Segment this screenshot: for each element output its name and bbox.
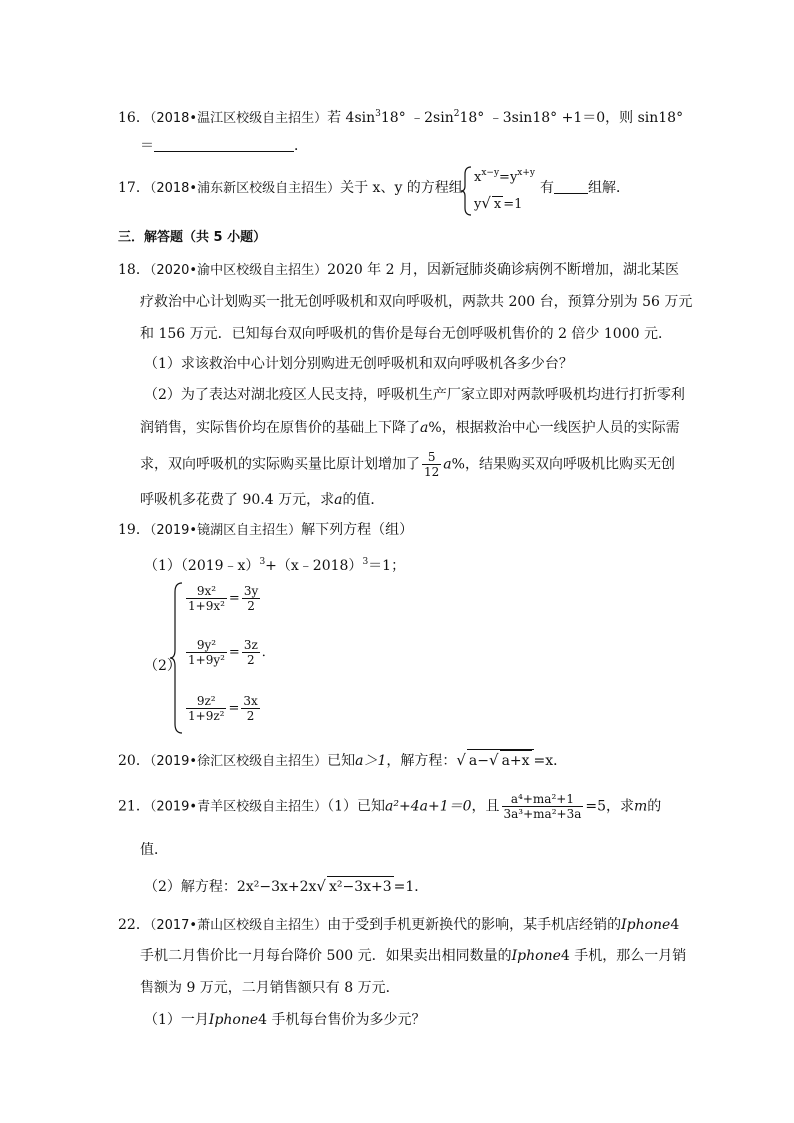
q17-eq1-exp2: x+y bbox=[517, 168, 535, 178]
q19-e3r-n: 3x bbox=[243, 694, 258, 708]
section-title: 三．解答题（共 5 小题） bbox=[118, 230, 267, 245]
q19-e1r-d: 2 bbox=[247, 599, 255, 613]
q16-answer-blank[interactable] bbox=[154, 137, 294, 152]
sqrt-symbol: √ bbox=[481, 194, 491, 212]
q22-number: 22． bbox=[118, 917, 150, 933]
q19-eq2-lhs bbox=[186, 638, 227, 667]
q22-brand3: Iphone bbox=[208, 1012, 259, 1028]
q19-eq1 bbox=[184, 584, 262, 613]
q18-part2-line1: （2）为了表达对湖北疫区人民支持，呼吸机生产厂家立即对两款呼吸机均进行打折零利 bbox=[144, 387, 685, 403]
q18-p2d-b: 的值． bbox=[342, 492, 385, 508]
q21-var-m: m bbox=[634, 798, 648, 815]
q19-e2r-n: 3z bbox=[243, 638, 258, 652]
q16-line1 bbox=[118, 104, 683, 129]
q17-eq1 bbox=[474, 168, 535, 185]
q16-sup1: 3 bbox=[375, 109, 381, 119]
q18-line2: 疗救治中心计划购买一批无创呼吸机和双向呼吸机，两款共 200 台，预算分别为 56 万元 bbox=[140, 294, 693, 310]
q17-end: 组解． bbox=[588, 180, 630, 196]
q17-eq2-rad: x bbox=[493, 197, 502, 212]
q19-p1-b: +（x﹣2018） bbox=[265, 558, 363, 574]
q18-p2d-a: 呼吸机多花费了 90.4 万元，求 bbox=[140, 492, 335, 508]
q19-e1d: 1+9x² bbox=[188, 599, 225, 613]
q21-p1a: （1）已知 bbox=[327, 798, 386, 815]
sqrt-symbol: √ bbox=[489, 751, 499, 769]
q19-p1-sup: 3 bbox=[259, 557, 266, 567]
q19-e3n: 9z² bbox=[186, 694, 226, 709]
q20-rad-a: a− bbox=[468, 753, 489, 769]
q19-p1-c: ＝1； bbox=[368, 558, 406, 574]
q17-answer-blank[interactable] bbox=[554, 179, 588, 194]
q19-eq3-rhs bbox=[241, 694, 259, 723]
q19-eq1-sign: = bbox=[228, 591, 240, 606]
q18-frac-num: 5 bbox=[422, 450, 441, 465]
q19-eq3-lhs bbox=[186, 694, 226, 723]
q22-brand2: Iphone bbox=[511, 948, 561, 964]
q18-part2-line2 bbox=[140, 418, 680, 438]
q18-part1: （1）求该救治中心计划分别购进无创呼吸机和双向呼吸机各多少台？ bbox=[144, 356, 573, 372]
q21-line1 bbox=[118, 792, 661, 821]
q19-e1r-n: 3y bbox=[243, 584, 259, 598]
q21-p1b: ，且 bbox=[471, 798, 500, 815]
q19-stem: 解下列方程（组） bbox=[301, 522, 414, 538]
q22-line3: 售额为 9 万元，二月销售额只有 8 万元． bbox=[140, 980, 400, 996]
q18-var-a: a bbox=[420, 420, 429, 436]
q19-eq3-sign: = bbox=[228, 701, 240, 716]
q16-stem-a: 若 4sin bbox=[327, 110, 376, 126]
q20-outer-rad bbox=[467, 749, 534, 771]
q17-after: 有 bbox=[540, 180, 554, 196]
q21-p1d: 的 bbox=[647, 798, 662, 815]
q17-source: （2018•浦东新区校级自主招生） bbox=[149, 181, 341, 196]
q17-eq2-a: y bbox=[474, 197, 482, 212]
q17-eq2-b: =1 bbox=[503, 197, 523, 212]
q19-e2n: 9y² bbox=[186, 638, 227, 653]
q18-var-a2: a bbox=[443, 456, 452, 473]
q18-p2b-end: %，根据救治中心一线医护人员的实际需 bbox=[428, 420, 680, 436]
q21-line2: 值． bbox=[140, 842, 168, 858]
q19-eq1-rhs bbox=[242, 584, 260, 613]
q22-l2a: 手机二月售价比一月每台降价 500 元．如果卖出相同数量的 bbox=[140, 948, 512, 964]
q20-condition: a＞1 bbox=[355, 753, 387, 769]
q18-line3: 和 156 万元．已知每台双向呼吸机的售价是每台无创呼吸机售价的 2 倍少 1000 元． bbox=[140, 326, 672, 342]
q17-number: 17． bbox=[118, 180, 150, 196]
q20-rad-in: a+x bbox=[500, 750, 532, 771]
q21-number: 21． bbox=[118, 798, 150, 815]
q18-frac-den: 12 bbox=[424, 465, 440, 479]
q18-p2c-a: 求，双向呼吸机的实际购买量比原计划增加了 bbox=[140, 456, 420, 473]
q18-part2-line3 bbox=[140, 450, 675, 479]
q19-eq1-lhs bbox=[186, 584, 227, 613]
q19-part2-label: （2） bbox=[144, 658, 181, 674]
sqrt-symbol: √ bbox=[456, 751, 466, 769]
q22-l1b: 4 bbox=[670, 917, 680, 933]
q19-eq2 bbox=[184, 638, 275, 667]
q16-end: ． bbox=[294, 138, 308, 154]
q17-tail bbox=[540, 178, 630, 198]
q18-line1 bbox=[118, 260, 679, 281]
q20-source: （2019•徐汇区校级自主招生） bbox=[149, 754, 328, 769]
q16-stem-c: 18° ﹣3sin18° +1＝0，则 sin18° bbox=[459, 110, 684, 126]
q22-part1 bbox=[144, 1010, 426, 1030]
q17-eq1-exp: x−y bbox=[481, 168, 500, 178]
q16-sup2: 2 bbox=[453, 109, 460, 119]
q18-p2b: 润销售，实际售价均在原售价的基础上下降了 bbox=[140, 420, 420, 436]
q19-brace bbox=[170, 582, 184, 734]
q16-number: 16． bbox=[118, 110, 150, 126]
q17-brace bbox=[461, 166, 473, 216]
q19-e1n: 9x² bbox=[186, 584, 227, 599]
q21-frac-den: 3a³+ma²+3a bbox=[503, 807, 582, 821]
q18-var-a3: a bbox=[334, 492, 343, 508]
q21-condition: a²+4a+1＝0 bbox=[385, 798, 472, 815]
q19-p2-end: ． bbox=[261, 645, 275, 660]
q17-eq1-base: x bbox=[474, 170, 482, 185]
q20-end: =x． bbox=[533, 753, 568, 769]
q16-source: （2018•温江区校级自主招生） bbox=[149, 111, 328, 126]
q19-p1: （1）（2019﹣x） bbox=[144, 558, 260, 574]
q21-p2a: （2）解方程： bbox=[144, 879, 237, 895]
q21-p2-rad: x²−3x+3 bbox=[327, 876, 394, 897]
q19-line1 bbox=[118, 520, 413, 541]
q21-frac-num: a⁴+ma²+1 bbox=[502, 792, 584, 807]
q21-p2-eq-b: =1． bbox=[393, 879, 429, 895]
q21-part2 bbox=[144, 876, 428, 897]
q17-stem: 关于 x、y 的方程组 bbox=[340, 180, 463, 196]
q22-l1a: 由于受到手机更新换代的影响，某手机店经销的 bbox=[327, 917, 622, 933]
q20-stem-b: ，解方程： bbox=[386, 753, 457, 769]
q19-part1 bbox=[144, 552, 405, 576]
q21-source: （2019•青羊区校级自主招生） bbox=[149, 799, 328, 815]
q21-fraction bbox=[502, 792, 584, 821]
q22-line1 bbox=[118, 915, 679, 936]
q16-line2 bbox=[140, 136, 308, 156]
q22-source: （2017•萧山区校级自主招生） bbox=[149, 918, 328, 933]
q22-p1a: （1）一月 bbox=[144, 1012, 209, 1028]
sqrt-symbol: √ bbox=[316, 877, 326, 895]
q22-l2b: 4 手机，那么一月销 bbox=[560, 948, 687, 964]
q22-p1b: 4 手机每台售价为多少元？ bbox=[258, 1012, 426, 1028]
q17-line bbox=[118, 178, 463, 199]
q19-eq2-rhs bbox=[242, 638, 260, 667]
q20-stem-a: 已知 bbox=[327, 753, 356, 769]
q17-eq1-mid: =y bbox=[499, 170, 518, 185]
q18-fraction bbox=[422, 450, 441, 479]
q22-line2 bbox=[140, 946, 686, 966]
q18-number: 18． bbox=[118, 262, 150, 278]
q18-text1: 2020 年 2 月，因新冠肺炎确诊病例不断增加，湖北某医 bbox=[327, 262, 679, 278]
q20-line bbox=[118, 749, 567, 772]
q19-eq3 bbox=[184, 694, 262, 723]
q18-part2-line4 bbox=[140, 490, 384, 510]
q16-stem-b: 18° ﹣2sin bbox=[380, 110, 454, 126]
q21-p1c: =5，求 bbox=[585, 798, 634, 815]
q16-eq: ＝ bbox=[140, 138, 154, 154]
q19-e3d: 1+9z² bbox=[188, 709, 225, 723]
q18-source: （2020•渝中区校级自主招生） bbox=[149, 263, 328, 278]
q19-e2d: 1+9y² bbox=[188, 653, 225, 667]
q17-eq2 bbox=[474, 194, 522, 212]
q22-brand: Iphone bbox=[621, 917, 671, 933]
q19-e2r-d: 2 bbox=[246, 653, 255, 667]
q20-number: 20． bbox=[118, 753, 150, 769]
q19-source: （2019•镜湖区自主招生） bbox=[149, 523, 302, 538]
q19-p1-sup2: 3 bbox=[362, 557, 369, 567]
q19-e3r-d: 2 bbox=[246, 709, 255, 723]
q19-eq2-sign: = bbox=[228, 645, 240, 660]
q18-p2c-b: %，结果购买双向呼吸机比购买无创 bbox=[451, 456, 675, 473]
q21-p2-eq-a: 2x²−3x+2x bbox=[236, 879, 317, 895]
q19-number: 19． bbox=[118, 522, 150, 538]
